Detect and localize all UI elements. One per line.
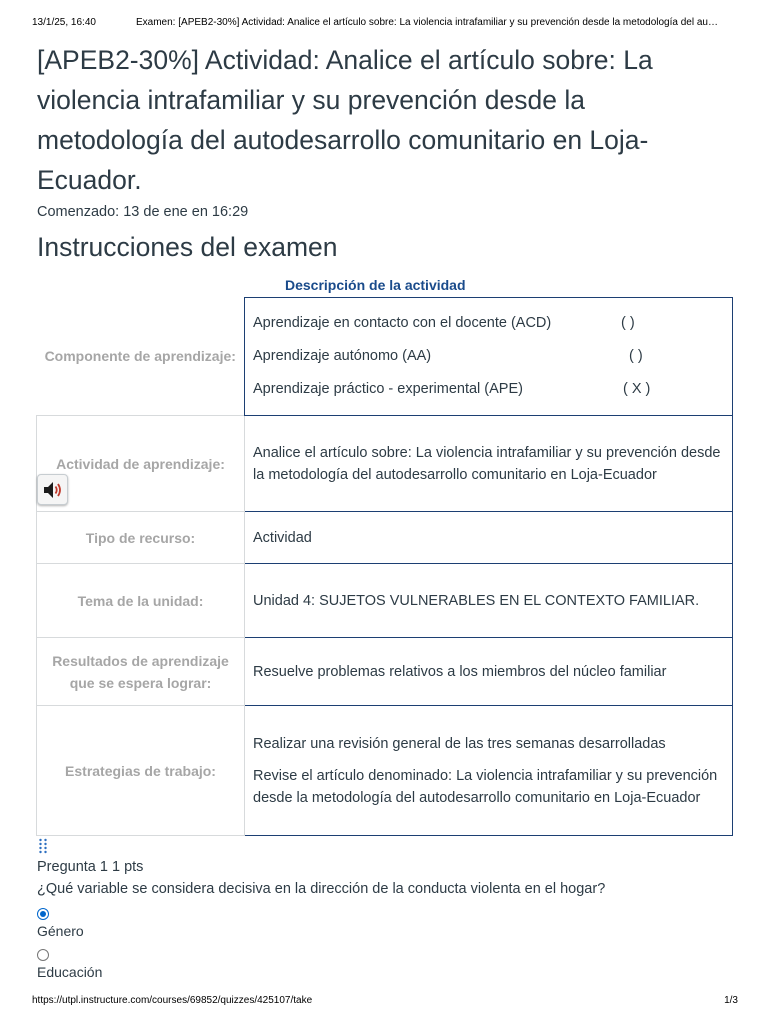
resource-label: Tipo de recurso:	[37, 512, 245, 564]
activity-info-table	[36, 297, 733, 836]
print-url: https://utpl.instructure.com/courses/69852/quizzes/425107/take	[32, 995, 313, 1006]
instructions-heading: Instrucciones del examen	[37, 232, 338, 262]
answer-label-genero[interactable]: Género	[37, 923, 84, 939]
started-value: 13 de ene en 16:29	[123, 204, 249, 220]
resource-value: Actividad	[245, 512, 733, 564]
answer-radio-educacion[interactable]	[37, 949, 49, 961]
drag-handle-icon[interactable]	[38, 838, 48, 854]
topic-value: Unidad 4: SUJETOS VULNERABLES EN EL CONTEXTO FAMILIAR.	[245, 564, 733, 638]
component-value	[245, 298, 733, 416]
started-label: Comenzado:	[37, 204, 120, 220]
activity-value: Analice el artículo sobre: La violencia intrafamiliar y su prevención desde la metodología del autodesarrollo comunitario en Loja-Ecuador	[245, 416, 733, 512]
print-datetime: 13/1/25, 16:40	[32, 17, 96, 28]
activity-label: Actividad de aprendizaje:	[37, 416, 245, 512]
page-title: [APEB2-30%] Actividad: Analice el artículo sobre: La violencia intrafamiliar y su prevención desde la metodología del autodesarrollo comunitario en Loja-Ecuador.	[37, 45, 653, 195]
strategies-value: Realizar una revisión general de las tres semanas desarrolladas Revise el artículo denominado: La violencia intrafamiliar y su prevención desde la metodología del autodesarrollo comunitario en Loja-Ecuador	[245, 706, 733, 836]
print-doc-title: Examen: [APEB2-30%] Actividad: Analice el artículo sobre: La violencia intrafamiliar y su prevención desde la metodología del au…	[136, 17, 718, 28]
component-line-aa: Aprendizaje autónomo (AA) ( )	[253, 348, 643, 364]
component-label: Componente de aprendizaje:	[37, 298, 245, 416]
print-header	[32, 17, 744, 31]
results-value: Resuelve problemas relativos a los miembros del núcleo familiar	[245, 638, 733, 706]
activity-description-title: Descripción de la actividad	[285, 277, 466, 293]
answer-label-educacion[interactable]: Educación	[37, 964, 103, 980]
question-text: ¿Qué variable se considera decisiva en la dirección de la conducta violenta en el hogar?	[37, 881, 606, 897]
print-page-number: 1/3	[724, 995, 738, 1006]
component-line-acd: Aprendizaje en contacto con el docente (ACD) ( )	[253, 315, 635, 331]
strategies-label: Estrategias de trabajo:	[37, 706, 245, 836]
answer-radio-genero[interactable]	[37, 908, 49, 920]
print-footer	[32, 995, 738, 1009]
component-line-ape: Aprendizaje práctico - experimental (APE) ( X )	[253, 381, 651, 397]
question-header: Pregunta 1 1 pts	[37, 859, 144, 875]
topic-label: Tema de la unidad:	[37, 564, 245, 638]
results-label: Resultados de aprendizaje que se espera lograr:	[37, 638, 245, 706]
read-aloud-button[interactable]	[37, 474, 68, 505]
speaker-icon	[42, 480, 64, 500]
started-info	[37, 204, 252, 220]
